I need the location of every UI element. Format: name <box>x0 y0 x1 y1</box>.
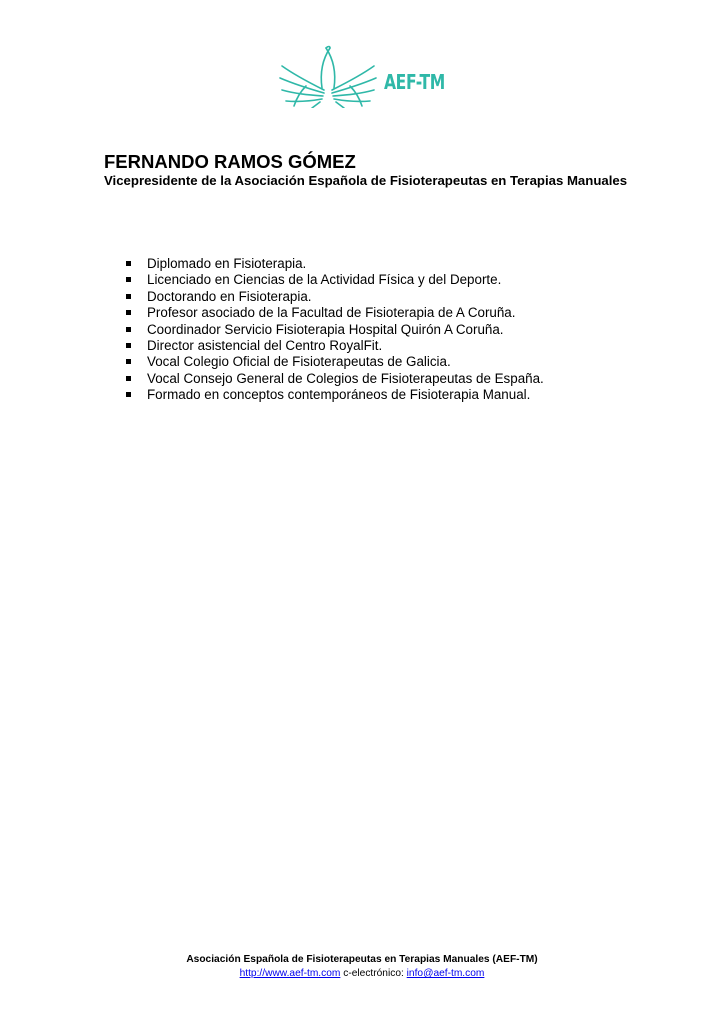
cv-item <box>124 272 544 288</box>
cv-item-text: Diplomado en Fisioterapia. <box>147 256 307 271</box>
square-bullet-icon <box>126 310 131 315</box>
square-bullet-icon <box>126 277 131 282</box>
cv-item-text: Vocal Consejo General de Colegios de Fisioterapeutas de España. <box>147 370 544 386</box>
cv-item <box>124 256 544 272</box>
cv-item <box>124 322 544 338</box>
cv-item-text: Director asistencial del Centro RoyalFit. <box>147 338 383 354</box>
cv-item <box>124 354 544 370</box>
square-bullet-icon <box>126 327 131 332</box>
square-bullet-icon <box>126 359 131 364</box>
cv-item <box>124 305 544 321</box>
cv-item <box>124 371 544 387</box>
footer-organization: Asociación Española de Fisioterapeutas en Terapias Manuales (AEF-TM) <box>186 954 538 965</box>
person-role: Vicepresidente de la Asociación Española de Fisioterapeutas en Terapias Manuales <box>104 173 628 188</box>
square-bullet-icon <box>126 376 131 381</box>
cv-item <box>124 338 544 354</box>
cv-list <box>124 256 544 404</box>
cv-item <box>124 289 544 305</box>
footer-contact <box>0 967 724 981</box>
cv-item-text: Licenciado en Ciencias de la Actividad Física y del Deporte. <box>147 272 502 288</box>
website-link[interactable]: http://www.aef-tm.com <box>239 968 341 979</box>
aef-tm-logo <box>276 44 456 108</box>
logo-text <box>384 70 445 94</box>
square-bullet-icon <box>126 261 131 266</box>
person-name: FERNANDO RAMOS GÓMEZ <box>104 151 356 172</box>
cv-item <box>124 387 544 403</box>
email-link[interactable]: info@aef-tm.com <box>406 968 485 979</box>
cv-item-text: Coordinador Servicio Fisioterapia Hospital Quirón A Coruña. <box>147 321 504 337</box>
logo-text-label: AEF-TM <box>384 70 445 94</box>
hands-logo-icon <box>276 44 380 108</box>
email-label: c-electrónico: <box>343 968 404 979</box>
page-footer <box>0 953 724 981</box>
square-bullet-icon <box>126 343 131 348</box>
square-bullet-icon <box>126 392 131 397</box>
cv-item-text: Vocal Colegio Oficial de Fisioterapeutas de Galicia. <box>147 354 451 370</box>
cv-item-text: Formado en conceptos contemporáneos de Fisioterapia Manual. <box>147 387 531 403</box>
cv-item-text: Doctorando en Fisioterapia. <box>147 288 312 304</box>
square-bullet-icon <box>126 294 131 299</box>
cv-item-text: Profesor asociado de la Facultad de Fisioterapia de A Coruña. <box>147 305 516 321</box>
